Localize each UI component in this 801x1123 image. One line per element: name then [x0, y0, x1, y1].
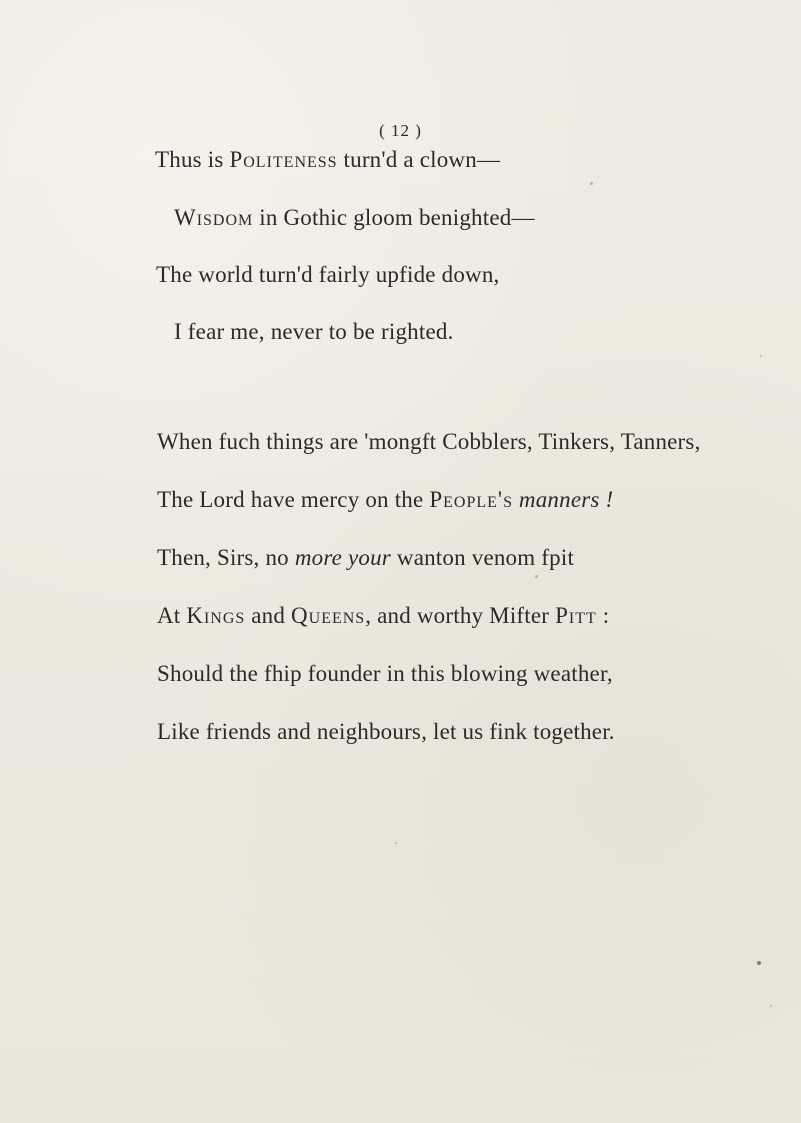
italic-word: manners !	[512, 487, 614, 512]
line-text: Then, Sirs, no	[157, 545, 295, 570]
poem-line-10: Like friends and neighbours, let us fink together.	[157, 719, 615, 744]
poem-line-9: Should the fhip founder in this blowing weather,	[157, 661, 613, 686]
line-text: in Gothic gloom benighted—	[253, 205, 535, 230]
line-text: At	[157, 603, 187, 628]
paper-speck	[760, 355, 762, 357]
small-caps-word: Pitt	[555, 603, 597, 628]
small-caps-word: Politeness	[229, 147, 338, 172]
paper-speck	[757, 961, 761, 965]
line-text: :	[596, 603, 610, 628]
poem-line-2	[174, 203, 535, 233]
line-text: Thus is	[155, 147, 230, 172]
line-text: turn'd a clown—	[337, 147, 501, 172]
paper-speck	[535, 575, 538, 578]
line-text: , and worthy Mifter	[365, 603, 556, 628]
page-number: ( 12 )	[379, 121, 422, 140]
poem-line-5: When fuch things are 'mongft Cobblers, Tinkers, Tanners,	[157, 429, 701, 454]
small-caps-word: Queens	[291, 603, 366, 628]
poem-line-7	[157, 543, 574, 573]
line-text: and	[245, 603, 292, 628]
paper-speck	[770, 1005, 772, 1007]
poem-line-8	[157, 601, 609, 631]
small-caps-word: Kings	[186, 603, 246, 628]
italic-word: more your	[294, 545, 391, 570]
paper-speck	[590, 182, 593, 185]
paper-speck	[395, 842, 397, 844]
small-caps-word: Wisdom	[174, 205, 254, 230]
poem-line-6	[157, 485, 613, 515]
poem-line-4: I fear me, never to be righted.	[174, 319, 454, 344]
poem-line-3: The world turn'd fairly upfide down,	[156, 262, 500, 287]
small-caps-word: People's	[429, 487, 513, 512]
line-text: The Lord have mercy on the	[157, 487, 430, 512]
line-text: wanton venom fpit	[390, 545, 575, 570]
poem-line-1	[155, 145, 500, 175]
